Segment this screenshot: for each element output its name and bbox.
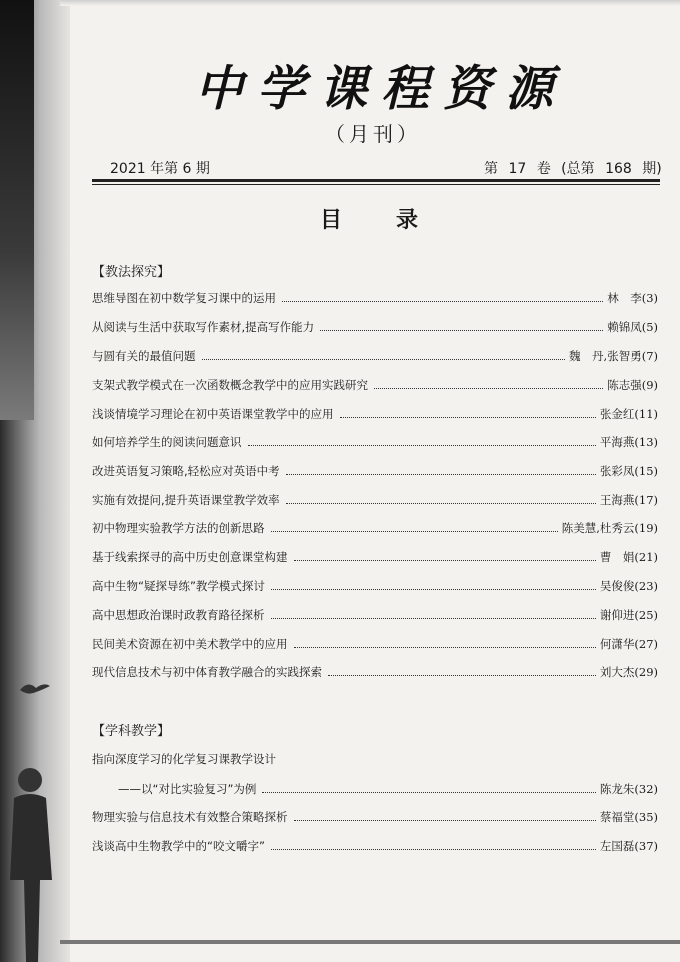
toc-entry[interactable] bbox=[92, 404, 658, 422]
toc-entry-author-page: 何潇华(27) bbox=[599, 637, 658, 651]
dot-leader bbox=[294, 560, 596, 561]
dot-leader bbox=[328, 675, 596, 676]
dot-leader bbox=[202, 359, 566, 360]
dot-leader bbox=[271, 618, 596, 619]
toc-entry[interactable] bbox=[92, 490, 658, 508]
header-rule-thin bbox=[92, 184, 660, 185]
toc-entry-author-page: 魏 丹,张智勇(7) bbox=[569, 349, 658, 363]
issue-number: 2021 年第 6 期 bbox=[110, 161, 210, 177]
toc-entry-title: ——以“对比实验复习”为例 bbox=[118, 782, 257, 796]
toc-entry[interactable] bbox=[92, 807, 658, 825]
dot-leader bbox=[374, 388, 603, 389]
toc-entry[interactable] bbox=[92, 576, 658, 594]
toc-entry[interactable] bbox=[92, 749, 276, 767]
toc-entry[interactable] bbox=[92, 346, 658, 364]
dot-leader bbox=[340, 417, 596, 418]
toc-entry-title: 高中生物“疑探导练”教学模式探讨 bbox=[92, 579, 265, 593]
toc-entry[interactable] bbox=[92, 634, 658, 652]
magazine-subtitle: （月刊） bbox=[325, 122, 421, 146]
toc-entry-title: 现代信息技术与初中体育教学融合的实践探索 bbox=[92, 665, 322, 679]
dot-leader bbox=[271, 589, 596, 590]
toc-entry[interactable] bbox=[92, 288, 658, 306]
toc-entry-author-page: 蔡福堂(35) bbox=[599, 810, 658, 824]
toc-entry-subtitle[interactable] bbox=[118, 779, 658, 797]
toc-entry-title: 支架式教学模式在一次函数概念教学中的应用实践研究 bbox=[92, 378, 368, 392]
dot-leader bbox=[271, 849, 596, 850]
toc-entry-title: 与圆有关的最值问题 bbox=[92, 349, 196, 363]
dot-leader bbox=[248, 445, 596, 446]
toc-entry-title: 如何培养学生的阅读问题意识 bbox=[92, 435, 242, 449]
toc-entry-title: 基于线索探寻的高中历史创意课堂构建 bbox=[92, 550, 288, 564]
toc-entry[interactable] bbox=[92, 461, 658, 479]
toc-entry-title: 指向深度学习的化学复习课教学设计 bbox=[92, 752, 276, 766]
toc-entry-author-page: 陈龙朱(32) bbox=[599, 782, 658, 796]
bottom-scan-edge bbox=[60, 940, 680, 944]
section-heading-teaching-methods: 【 教法探究 】 bbox=[92, 261, 170, 280]
dot-leader bbox=[294, 820, 596, 821]
toc-entry[interactable] bbox=[92, 432, 658, 450]
toc-entry-author-page: 王海燕(17) bbox=[599, 493, 658, 507]
toc-entry-title: 从阅读与生活中获取写作素材,提高写作能力 bbox=[92, 320, 315, 334]
dot-leader bbox=[282, 301, 603, 302]
toc-entry-author-page: 刘大杰(29) bbox=[599, 665, 658, 679]
toc-entry-author-page: 赖锦凤(5) bbox=[607, 320, 658, 334]
dot-leader bbox=[286, 503, 596, 504]
child-silhouette-image bbox=[0, 740, 60, 962]
dot-leader bbox=[262, 792, 595, 793]
toc-entry[interactable] bbox=[92, 317, 658, 335]
toc-entry-author-page: 陈美慧,杜秀云(19) bbox=[561, 521, 658, 535]
toc-entry-author-page: 张彩凤(15) bbox=[599, 464, 658, 478]
toc-entry-title: 高中思想政治课时政教育路径探析 bbox=[92, 608, 265, 622]
toc-entry[interactable] bbox=[92, 547, 658, 565]
toc-entry-title: 初中物理实验教学方法的创新思路 bbox=[92, 521, 265, 535]
toc-entry-author-page: 谢仰进(25) bbox=[599, 608, 658, 622]
toc-entry[interactable] bbox=[92, 662, 658, 680]
dot-leader bbox=[286, 474, 596, 475]
volume-number: 第 17 卷 (总第 168 期) bbox=[484, 161, 662, 177]
toc-entry-title: 浅谈情境学习理论在初中英语课堂教学中的应用 bbox=[92, 407, 334, 421]
dot-leader bbox=[271, 531, 558, 532]
toc-entry-title: 改进英语复习策略,轻松应对英语中考 bbox=[92, 464, 280, 478]
magazine-title: 中学课程资源 bbox=[195, 61, 568, 117]
toc-entry-title: 物理实验与信息技术有效整合策略探析 bbox=[92, 810, 288, 824]
toc-title: 目录 bbox=[320, 208, 473, 233]
toc-entry-author-page: 平海燕(13) bbox=[599, 435, 658, 449]
toc-entry[interactable] bbox=[92, 836, 658, 854]
side-photo-dark-area bbox=[0, 0, 34, 420]
toc-entry[interactable] bbox=[92, 605, 658, 623]
toc-entry-author-page: 张金红(11) bbox=[599, 407, 658, 421]
toc-entry-title: 思维导图在初中数学复习课中的运用 bbox=[92, 291, 276, 305]
toc-entry-author-page: 曹 娟(21) bbox=[599, 550, 658, 564]
bird-icon bbox=[18, 678, 52, 698]
toc-entry-author-page: 左国磊(37) bbox=[599, 839, 658, 853]
toc-entry-title: 浅谈高中生物教学中的“咬文嚼字” bbox=[92, 839, 265, 853]
top-scan-edge bbox=[60, 0, 680, 6]
toc-entry-author-page: 林 李(3) bbox=[607, 291, 658, 305]
toc-entry-title: 民间美术资源在初中美术教学中的应用 bbox=[92, 637, 288, 651]
toc-entry[interactable] bbox=[92, 375, 658, 393]
header-rule-thick bbox=[92, 179, 660, 182]
section-heading-subject-teaching: 【 学科教学 】 bbox=[92, 720, 170, 739]
toc-entry[interactable] bbox=[92, 518, 658, 536]
toc-entry-author-page: 吴俊俊(23) bbox=[599, 579, 658, 593]
toc-entry-title: 实施有效提问,提升英语课堂教学效率 bbox=[92, 493, 280, 507]
dot-leader bbox=[320, 330, 603, 331]
toc-entry-author-page: 陈志强(9) bbox=[607, 378, 658, 392]
dot-leader bbox=[294, 647, 596, 648]
